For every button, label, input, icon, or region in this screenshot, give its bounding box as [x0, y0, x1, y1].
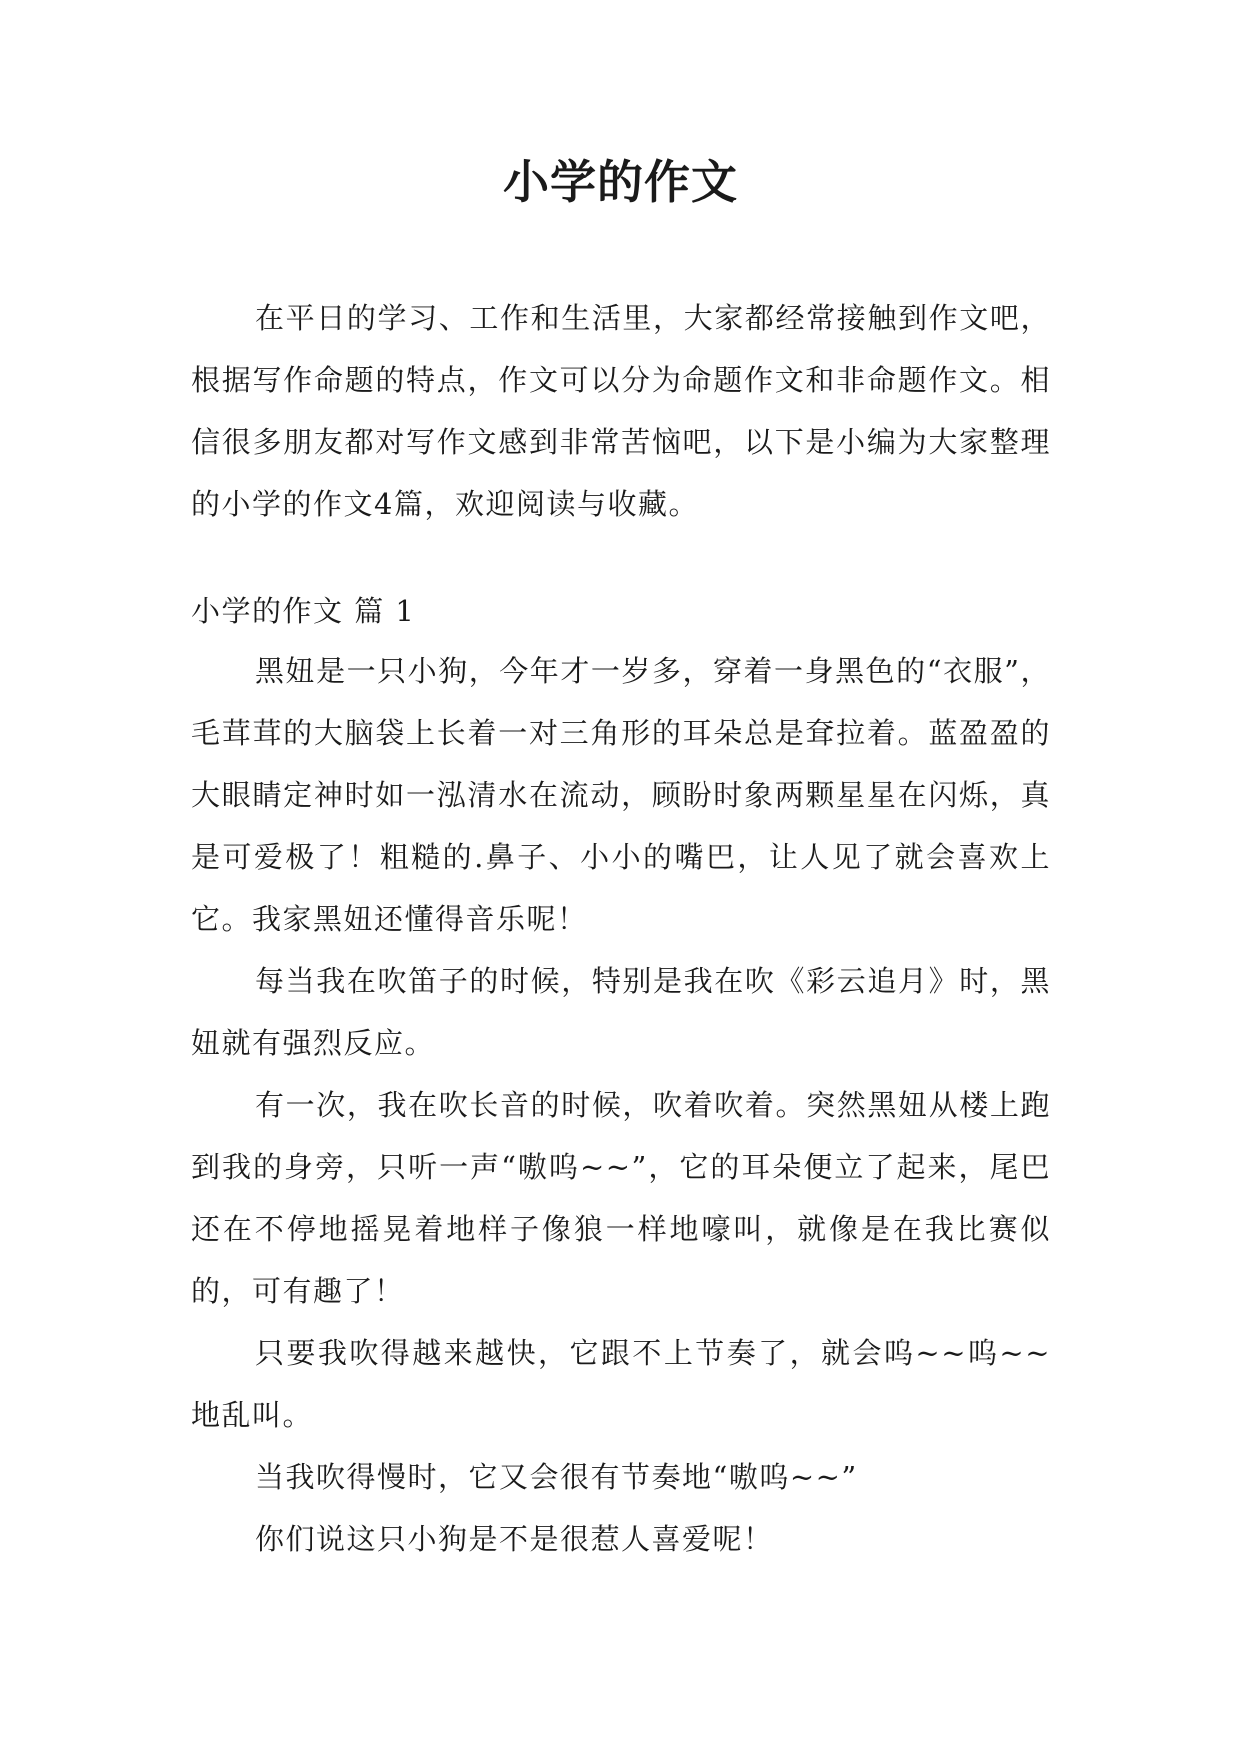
body-paragraph-5: 当我吹得慢时，它又会很有节奏地“嗷呜~~” [255, 1460, 858, 1494]
body-paragraph-4: 只要我吹得越来越快，它跟不上节奏了，就会呜~~呜~~地乱叫。 [191, 1336, 1051, 1432]
body-paragraph-6: 你们说这只小狗是不是很惹人喜爱呢！ [255, 1522, 774, 1556]
section-body [191, 640, 1051, 1570]
body-paragraph-1: 黑妞是一只小狗，今年才一岁多，穿着一身黑色的“衣服”，毛茸茸的大脑袋上长着一对三角形的耳朵总是耷拉着。蓝盈盈的大眼睛定神时如一泓清水在流动，顾盼时象两颗星星在闪烁，真是可爱极了！粗糙的.鼻子、小小的嘴巴，让人见了就会喜欢上它。我家黑妞还懂得音乐呢！ [191, 654, 1051, 936]
intro-section [191, 287, 1051, 535]
body-paragraph-2: 每当我在吹笛子的时候，特别是我在吹《彩云追月》时，黑妞就有强烈反应。 [191, 964, 1051, 1060]
document-title: 小学的作文 [503, 155, 738, 209]
body-paragraph-3: 有一次，我在吹长音的时候，吹着吹着。突然黑妞从楼上跑到我的身旁，只听一声“嗷呜~~”，它的耳朵便立了起来，尾巴还在不停地摇晃着地样子像狼一样地嚎叫，就像是在我比赛似的，可有趣了！ [191, 1088, 1051, 1308]
section-heading: 小学的作文 篇 1 [191, 594, 416, 628]
intro-paragraph: 在平日的学习、工作和生活里，大家都经常接触到作文吧，根据写作命题的特点，作文可以分为命题作文和非命题作文。相信很多朋友都对写作文感到非常苦恼吧，以下是小编为大家整理的小学的作文4篇，欢迎阅读与收藏。 [191, 301, 1051, 521]
